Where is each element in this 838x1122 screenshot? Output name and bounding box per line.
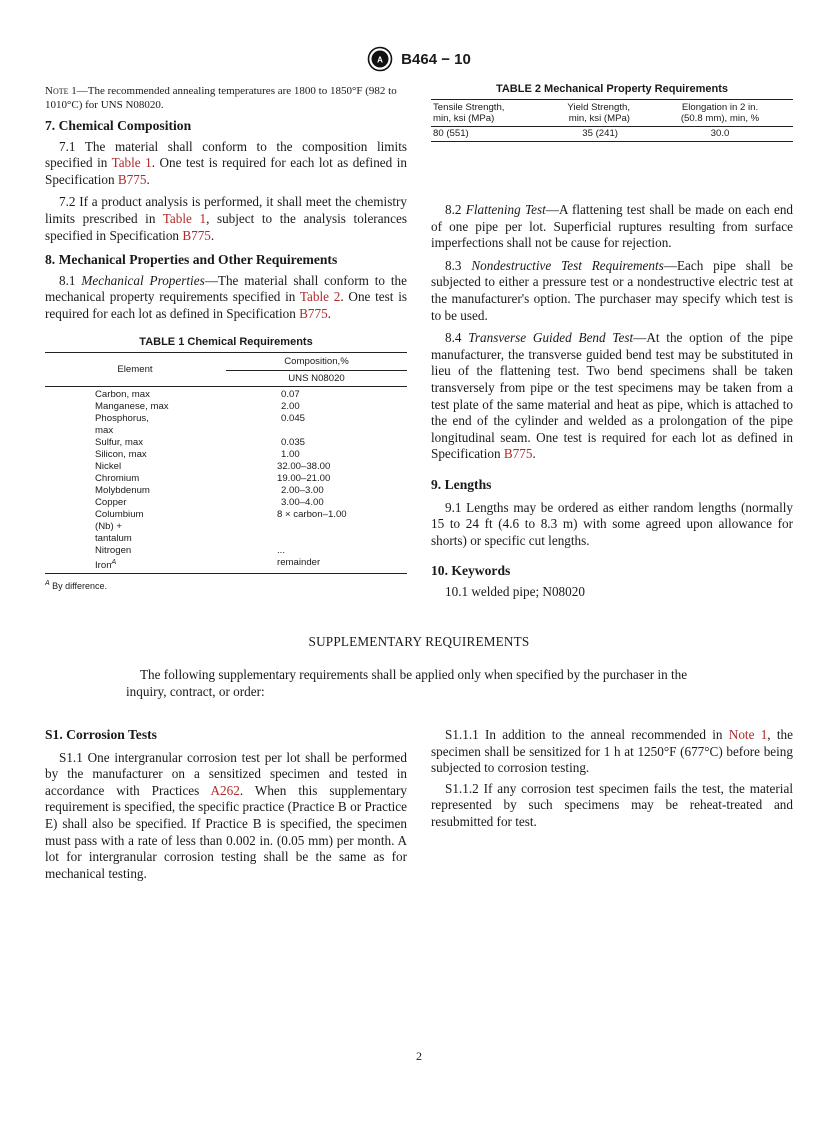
right-column: [431, 202, 793, 600]
footnote-mark: A: [111, 559, 117, 566]
table-cell-value: 3.00–4.00: [281, 497, 324, 508]
para-7-1-text: 7.1 The material shall conform to the composition limits specified in: [45, 138, 407, 171]
table-row: [95, 557, 407, 572]
para-8-1: [45, 273, 407, 323]
page-header: [0, 46, 838, 72]
table-2-header-yield: [556, 102, 630, 124]
link-b775[interactable]: B775: [299, 305, 328, 321]
section-7: [45, 118, 407, 323]
link-b775[interactable]: B775: [503, 446, 533, 462]
table-cell-value: 1.00: [281, 449, 300, 460]
para-8-3-heading: Nondestructive Test Requirements: [471, 257, 664, 273]
note-1-text: —The recommended annealing temperatures are 1800 to 1850°F (982 to 1010°C) for UNS N08020.: [45, 85, 397, 111]
para-s1-1: [45, 750, 407, 883]
para-8-4-text-b: .: [532, 446, 536, 462]
table-1-header-rule: [45, 386, 407, 387]
table-row: [95, 401, 407, 413]
para-8-3-num: 8.3: [445, 257, 472, 273]
supplementary-intro-text: The following supplementary requirements shall be applied only when specified by the purchaser in the inquiry, contract, or order:: [126, 667, 688, 699]
table-row: [95, 473, 407, 485]
link-a262[interactable]: A262: [210, 782, 240, 798]
header-line: Yield Strength,: [567, 102, 630, 113]
table-2-bottom-rule: [431, 141, 793, 142]
section-10-title: 10. Keywords: [431, 563, 511, 579]
para-s1-1-1-text: S1.1.1 In addition to the anneal recommended in: [445, 727, 729, 742]
header-line: Tensile Strength,: [433, 102, 505, 113]
table-cell-element: Nitrogen: [95, 545, 132, 556]
table-cell-element: Columbium (Nb) + tantalum: [95, 509, 144, 544]
note-1-label: Note 1: [45, 85, 77, 97]
para-7-1-text-b: . One test is required for each lot as defined in Specification: [45, 155, 407, 187]
table-1-title: TABLE 1 Chemical Requirements: [139, 336, 313, 348]
header-line: (50.8 mm), min, %: [680, 113, 760, 124]
link-table-1[interactable]: Table 1: [162, 210, 207, 226]
astm-logo-icon: [367, 46, 393, 72]
para-9-1: 9.1 Lengths may be ordered as either random lengths (normally 15 to 24 ft (4.6 to 8.3 m) with some agreed upon allowance for shorts) or specific cut lengths.: [431, 499, 793, 548]
para-8-2: [431, 202, 793, 252]
table-cell-element: Carbon, max: [95, 389, 150, 400]
link-table-1[interactable]: Table 1: [111, 155, 152, 171]
table-1-header-element: Element: [117, 364, 153, 375]
table-cell-value: 2.00–3.00: [281, 485, 324, 496]
table-1-header-composition: Composition,%: [284, 356, 349, 367]
table-2-value-tensile: 80 (551): [433, 128, 469, 139]
table-cell-value: 0.035: [281, 437, 306, 448]
para-8-1-num: 8.1: [59, 272, 82, 288]
table-1-top-rule: [45, 352, 407, 353]
table-cell-value: remainder: [277, 557, 321, 568]
svg-text:A: A: [377, 55, 384, 65]
para-8-1-text-b: . One test is required for each lot as defined in Specification: [45, 289, 407, 321]
para-8-2-text: —A flattening test shall be made on each end of one pipe per lot. Superficial ruptures resulting from surface imperfections shall not be cause for rejection.: [431, 202, 794, 251]
footnote-text: By difference.: [49, 581, 108, 591]
table-cell-element: Nickel: [95, 461, 122, 472]
para-8-3: [431, 258, 793, 324]
para-7-1-text-c: .: [146, 171, 150, 187]
para-8-3-text: —Each pipe shall be subjected to either a pressure test or a nondestructive electric test at the manufacturer's option. The purchaser may specify which test is to be used.: [431, 257, 794, 323]
para-7-1: [45, 139, 407, 189]
para-7-2: [45, 194, 407, 244]
header-line: Elongation in 2 in.: [681, 102, 759, 113]
para-8-1-text-c: .: [327, 305, 331, 321]
table-row: [95, 509, 407, 545]
table-2-header-elongation: [660, 102, 780, 124]
footnote-mark: A: [45, 580, 50, 587]
table-2-value-yield: 35 (241): [582, 128, 618, 139]
section-9-title: 9. Lengths: [431, 476, 492, 492]
table-2-header-rule: [431, 126, 793, 127]
link-table-2[interactable]: Table 2: [299, 289, 341, 305]
header-line: min, ksi (MPa): [568, 113, 630, 124]
para-8-4: [431, 330, 793, 463]
para-s1-1-text: S1.1 One intergranular corrosion test per lot shall be performed by the manufacturer on a sensitized specimen and tested in accordance with Practices: [45, 749, 407, 798]
para-s1-1-2: S1.1.2 If any corrosion test specimen fails the test, the material represented by such specimens may be reheat-treated and resubmitted for test.: [431, 780, 793, 829]
supplementary-intro: [126, 667, 716, 700]
para-s1-1-1-text-b: , the specimen shall be sensitized for 1 h at 1250°F (677°C) before being subjected to corrosion testing.: [431, 727, 793, 776]
table-1-body: [95, 389, 407, 572]
table-cell-element: Chromium: [95, 473, 140, 484]
para-7-2-text-c: .: [210, 227, 215, 243]
page-number: 2: [416, 1049, 422, 1063]
supplementary-left: [45, 727, 407, 882]
table-2-header-tensile: [433, 102, 553, 124]
table-row: [95, 485, 407, 497]
link-b775[interactable]: B775: [182, 227, 211, 243]
table-cell-element: Copper: [95, 497, 127, 508]
table-row: [95, 389, 407, 401]
table-cell-value: 8 × carbon–1.00: [277, 509, 347, 520]
table-cell-element: Silicon, max: [95, 449, 147, 460]
iron-label: Iron: [95, 560, 112, 572]
table-cell-element: Manganese, max: [95, 401, 169, 412]
table-1-header-uns: UNS N08020: [288, 373, 345, 384]
table-1-bottom-rule: [45, 573, 407, 574]
section-7-title: 7. Chemical Composition: [45, 118, 192, 133]
table-cell-value: 32.00–38.00: [277, 461, 331, 472]
para-8-4-text: —At the option of the pipe manufacturer, the transverse guided bend test may be substituted in lieu of the flattening test. Two bend specimens shall be taken transversely from pipe or the test specimens may be taken from a test plate of the same material and heat as pipe, which is attached to the end of the cylinder and welded as a prolongation of the pipe longitudinal seam. One test is required for each lot as defined in Specification: [431, 330, 793, 462]
table-cell-value: 19.00–21.00: [277, 473, 331, 484]
para-s1-1-text-b: . When this supplementary requirement is specified, the specific practice (Practice B or Practice E) shall also be specified. If Practice B is specified, the specimen must pass with a rate of less than 0.002 in. (0.05 mm) per month. A lot for intergranular corrosion testing shall be the same as for mechanical testing.: [45, 782, 407, 881]
para-8-4-heading: Transverse Guided Bend Test: [468, 330, 634, 346]
table-cell-value: ...: [277, 545, 285, 556]
table-cell-element: Sulfur, max: [95, 437, 143, 448]
table-cell-value: 0.07: [281, 389, 300, 400]
table-2-value-elongation: 30.0: [710, 128, 730, 139]
table-row: [95, 497, 407, 509]
designation-title: B464 − 10: [401, 50, 471, 68]
table-row: [95, 437, 407, 449]
table-row: [95, 449, 407, 461]
para-8-1-heading: Mechanical Properties: [81, 272, 205, 288]
table-cell-element: Molybdenum: [95, 485, 150, 496]
para-8-4-num: 8.4: [445, 330, 469, 346]
supplementary-title: SUPPLEMENTARY REQUIREMENTS: [308, 634, 530, 649]
table-1-footnote: [45, 578, 407, 592]
para-8-2-heading: Flattening Test: [465, 202, 546, 217]
table-1-sub-rule: [226, 370, 407, 371]
para-8-1-text: —The material shall conform to the mechanical property requirements specified in: [45, 272, 407, 305]
link-b775[interactable]: B775: [117, 171, 147, 187]
header-line: min, ksi (MPa): [433, 113, 495, 124]
note-1: [45, 84, 407, 112]
para-7-2-text-b: , subject to the analysis tolerances specified in Specification: [45, 210, 407, 243]
table-cell-value: 2.00: [281, 401, 300, 412]
link-note-1[interactable]: Note 1: [728, 727, 768, 742]
table-cell-element: Phosphorus, max: [95, 413, 149, 436]
para-10-1: 10.1 welded pipe; N08020: [445, 583, 585, 599]
table-row: [95, 413, 407, 437]
table-cell-value: 0.045: [281, 413, 306, 424]
table-row: [95, 461, 407, 473]
table-2-title: TABLE 2 Mechanical Property Requirements: [495, 83, 729, 95]
table-2-top-rule: [431, 99, 793, 100]
para-8-2-num: 8.2: [445, 202, 466, 217]
para-7-2-text: 7.2 If a product analysis is performed, it shall meet the chemistry limits prescribed in: [45, 194, 407, 226]
s1-title: S1. Corrosion Tests: [45, 727, 157, 742]
table-cell-element: [95, 557, 116, 572]
table-row: [95, 545, 407, 557]
supplementary-right: [431, 727, 793, 831]
para-s1-1-1: [431, 727, 793, 777]
section-8-title: 8. Mechanical Properties and Other Requirements: [45, 252, 338, 268]
